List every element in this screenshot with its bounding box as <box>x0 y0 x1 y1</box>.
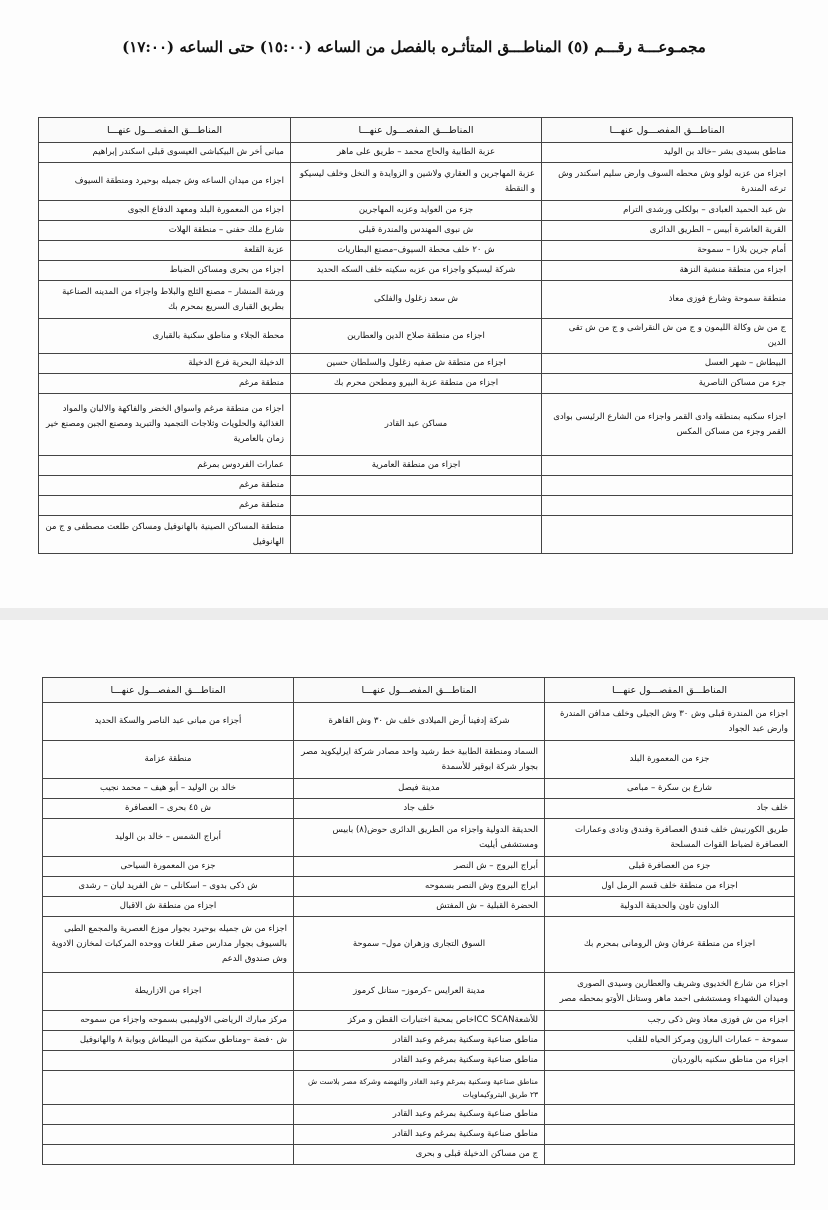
table-row <box>43 973 795 1011</box>
table-cell <box>542 496 793 516</box>
table-cell <box>545 1105 795 1125</box>
table-cell: منطقة المساكن الصينية بالهانوفيل ومساكن طلعت مصطفى و ج من الهانوفيل <box>39 516 291 554</box>
table-row <box>43 1071 795 1105</box>
table-row <box>43 1125 795 1145</box>
table-cell: الحديقة الدولية واجزاء من الطريق الدائرى حوض(٨) بابيس ومستشفى أيليت <box>294 819 545 857</box>
table-cell: جزء من المعمورة السياحى <box>43 857 294 877</box>
table-row <box>43 877 795 897</box>
table-row <box>39 516 793 554</box>
table-cell <box>545 1145 795 1165</box>
table-row <box>39 261 793 281</box>
table-cell: ابراج البروج وش النصر بسموحه <box>294 877 545 897</box>
document-page-2 <box>0 620 828 1210</box>
table-cell <box>542 516 793 554</box>
table-cell: اجزاء من منطقة عزبة البيرو ومطحن محرم بك <box>291 374 542 394</box>
table-cell: شارع بن سكرة – مبامى <box>545 779 795 799</box>
table-cell: مبانى أخر ش البيكباشى العيسوى قبلى اسكندر إبراهيم <box>39 143 291 163</box>
table-cell: اجزاء سكنيه بمنطقه وادى القمر واجزاء من الشارع الرئيسى بوادى القمر وجزء من مساكن المكس <box>542 394 793 456</box>
table-cell: اجزاء من ش فوزى معاذ وش ذكى رجب <box>545 1011 795 1031</box>
table-row <box>39 374 793 394</box>
table-cell <box>291 516 542 554</box>
table-cell: مركز مبارك الرياضى الاوليمبى بسموحه واجزاء من سموحه <box>43 1011 294 1031</box>
table-row <box>39 201 793 221</box>
column-header: المناطـــق المفصـــول عنهـــا <box>43 678 294 703</box>
table-row <box>39 281 793 319</box>
table-cell: ش ذكى بدوى – اسكانلى – ش الفريد ليان – رشدى <box>43 877 294 897</box>
table-cell: جزء من العوايد وعزبه المهاجرين <box>291 201 542 221</box>
table-cell: اجزاء من منطقة مرغم واسواق الخضر والفاكهة والالبان والمواد الغذائية والحلويات وثلاجات التجميد والتبريد ومصنع الجبن ومصنع خير زمان بالعامرية <box>39 394 291 456</box>
table-cell: منطقة عزامة <box>43 741 294 779</box>
table-cell: عزبة الطابية والحاج محمد – طريق على ماهر <box>291 143 542 163</box>
table-cell: اجزاء من منطقة منشية النزهة <box>542 261 793 281</box>
table-row <box>39 394 793 456</box>
table-cell: الدخيلة البحرية فرع الدخيلة <box>39 354 291 374</box>
table-cell: ش سعد زغلول والفلكى <box>291 281 542 319</box>
table-cell: اجزاء من منطقة خلف قسم الرمل اول <box>545 877 795 897</box>
table-header-row <box>39 118 793 143</box>
table-cell: مدينة العرايس –كرموز– ستانل كرموز <box>294 973 545 1011</box>
table-cell <box>291 476 542 496</box>
table-cell: اجزاء من المعمورة البلد ومعهد الدفاع الجوى <box>39 201 291 221</box>
column-header: المناطـــق المفصـــول عنهـــا <box>294 678 545 703</box>
table-row <box>43 1011 795 1031</box>
table-cell: عزبة القلعة <box>39 241 291 261</box>
table-cell <box>542 456 793 476</box>
table-cell <box>43 1071 294 1105</box>
table-cell: اجزاء من ميدان الساعه وش جميله بوحيرد ومنطقة السيوف <box>39 163 291 201</box>
table-cell: مناطق صناعية وسكنية بمرغم وعبد القادر <box>294 1031 545 1051</box>
table-cell: اجزاء من منطقة صلاح الدين والعطارين <box>291 319 542 354</box>
table-cell: الداون تاون والحديقة الدولية <box>545 897 795 917</box>
table-cell <box>291 496 542 516</box>
table-row <box>39 319 793 354</box>
table-cell: مناطق صناعية وسكنية بمرغم وعبد القادر والنهضه وشركة مصر بلاست ش ٢٣ طريق البتروكيماويات <box>294 1071 545 1105</box>
table-row <box>43 1105 795 1125</box>
table-cell: ش ٢٠ خلف محطة السيوف–مصنع البطاريات <box>291 241 542 261</box>
table-cell: البيطاش – شهر العسل <box>542 354 793 374</box>
table-cell: السوق التجارى وزهران مول– سموحة <box>294 917 545 973</box>
table-cell: ش ٤٥ بحرى – العصافرة <box>43 799 294 819</box>
table-row <box>39 163 793 201</box>
table-cell: شارع ملك حفنى – منطقة الهلات <box>39 221 291 241</box>
table-cell: اجزاء من ش جميله بوحيرد بجوار موزع العصرية والمجمع الطبى بالسيوف بجوار مدارس صقر للغات ووحده المركبات لمخازن الادوية وش صندوق الدعم <box>43 917 294 973</box>
table-cell: أجزاء من مبانى عبد الناصر والسكة الحديد <box>43 703 294 741</box>
table-row <box>43 1031 795 1051</box>
table-cell: ج من ش وكالة الليمون و ج من ش النقراشى و ج من ش تقى الدين <box>542 319 793 354</box>
table-cell: اجزاء من بحرى ومساكن الضباط <box>39 261 291 281</box>
table-cell <box>545 1125 795 1145</box>
outage-areas-table-2 <box>42 677 795 1165</box>
table-cell <box>43 1105 294 1125</box>
table-cell: جزء من مساكن الناصرية <box>542 374 793 394</box>
table-cell: أبراج البروج – ش النصر <box>294 857 545 877</box>
table-cell: ش ٠فضة –ومناطق سكنية من البيطاش وبوابة ٨ والهانوفيل <box>43 1031 294 1051</box>
table-cell: خالد بن الوليد – أبو هيف – محمد نجيب <box>43 779 294 799</box>
table-cell: اجزاء من مناطق سكنيه بالورديان <box>545 1051 795 1071</box>
table-cell <box>542 476 793 496</box>
column-header: المناطـــق المفصـــول عنهـــا <box>291 118 542 143</box>
table-cell: مناطق صناعية وسكنية بمرغم وعبد القادر <box>294 1051 545 1071</box>
table-cell: جزء من المعمورة البلد <box>545 741 795 779</box>
table-row <box>43 703 795 741</box>
table-row <box>43 917 795 973</box>
table-cell: ج من مساكن الدخيلة قبلى و بحرى <box>294 1145 545 1165</box>
page-title: مجمـوعـــة رقـــم (٥) المناطـــق المتأثـره بالفصل من الساعه (١٥:٠٠) حتى الساعه (١٧:٠٠) <box>122 38 706 56</box>
column-header: المناطـــق المفصـــول عنهـــا <box>39 118 291 143</box>
table-cell: سموحة – عمارات البارون ومركز الحياه للقلب <box>545 1031 795 1051</box>
table-row <box>43 741 795 779</box>
table-cell: محطة الجلاء و مناطق سكنية بالقبارى <box>39 319 291 354</box>
outage-areas-table-1 <box>38 117 793 554</box>
table-row <box>43 779 795 799</box>
table-row <box>39 354 793 374</box>
column-header: المناطـــق المفصـــول عنهـــا <box>545 678 795 703</box>
table-cell: منطقة مرغم <box>39 374 291 394</box>
table-cell <box>545 1071 795 1105</box>
column-header: المناطـــق المفصـــول عنهـــا <box>542 118 793 143</box>
table-cell: السماد ومنطقة الطابية خط رشيد واحد مصادر شركة ايرليكويد مصر بجوار شركة ابوقير للأسمدة <box>294 741 545 779</box>
table-cell: جزء من العصافرة قبلى <box>545 857 795 877</box>
table-cell: شركة ليسيكو واجزاء من عزبه سكينه خلف السكه الحديد <box>291 261 542 281</box>
table-row <box>43 857 795 877</box>
table-cell: مدينة فيصل <box>294 779 545 799</box>
table-row <box>39 456 793 476</box>
table-cell: أمام جرين بلازا – سموحة <box>542 241 793 261</box>
table-row <box>43 819 795 857</box>
table-cell: للأشعةICC SCANخاص بمحبة اختبارات القطن و مركز <box>294 1011 545 1031</box>
table-cell: خلف جاد <box>294 799 545 819</box>
table-cell: اجزاء من منطقة عرفان وش الرومانى بمحرم بك <box>545 917 795 973</box>
table-cell: اجزاء من منطقة العامرية <box>291 456 542 476</box>
table-cell: مناطق بسيدى بشر –خالد بن الوليد <box>542 143 793 163</box>
table-cell: منطقة مرغم <box>39 496 291 516</box>
table-cell: خلف جاد <box>545 799 795 819</box>
table-cell: ش عبد الحميد العبادى – بولكلى ورشدى الترام <box>542 201 793 221</box>
table-cell: الحضرة القبلية – ش المفتش <box>294 897 545 917</box>
table-row <box>43 799 795 819</box>
table-cell: ش نبوى المهندس والمندرة قبلى <box>291 221 542 241</box>
table-cell: مساكن عبد القادر <box>291 394 542 456</box>
table-cell: اجزاء من شارع الخديوى وشريف والعطارين وسيدى الصورى وميدان الشهداء ومستشفى احمد ماهر وستانل الأوتو بمحطه مصر <box>545 973 795 1011</box>
table-cell: طريق الكورنيش خلف فندق العصافرة وفندق ونادى وعمارات العصافرة لضباط القوات المسلحة <box>545 819 795 857</box>
table-row <box>39 221 793 241</box>
table-cell <box>43 1145 294 1165</box>
table-row <box>43 897 795 917</box>
table-cell <box>43 1051 294 1071</box>
table-row <box>39 476 793 496</box>
table-cell: شركة إدفينا أرض الميلادى خلف ش ٣٠ وش القاهرة <box>294 703 545 741</box>
table-cell: عزبة المهاجرين و العقاري ولاشين و الزوايدة و النخل وخلف ليسيكو و النقطة <box>291 163 542 201</box>
table-cell: اجزاء من منطقة ش الاقبال <box>43 897 294 917</box>
table-header-row <box>43 678 795 703</box>
table-cell: ورشة المنشار – مصنع الثلج والبلاط واجزاء من المدينه الصناعية بطريق القبارى السريع بمحرم بك <box>39 281 291 319</box>
table-cell: اجزاء من عزبه لولو وش محطه السوف وارض سليم اسكندر وش ترعه المندرة <box>542 163 793 201</box>
table-cell: اجزاء من منطقة ش صفيه زغلول والسلطان حسين <box>291 354 542 374</box>
table-row <box>39 143 793 163</box>
table-row <box>39 241 793 261</box>
table-cell: مناطق صناعية وسكنية بمرغم وعبد القادر <box>294 1125 545 1145</box>
table-cell: منطقة مرغم <box>39 476 291 496</box>
table-cell: منطقة سموحة وشارع فوزى معاذ <box>542 281 793 319</box>
table-cell: اجزاء من الازاريطة <box>43 973 294 1011</box>
table-cell: مناطق صناعية وسكنية بمرغم وعبد القادر <box>294 1105 545 1125</box>
table-cell <box>43 1125 294 1145</box>
table-cell: اجزاء من المندرة قبلى وش ٣٠ وش الجيلى وخلف مدافن المندرة وارض عبد الجواد <box>545 703 795 741</box>
table-row <box>43 1145 795 1165</box>
table-row <box>39 496 793 516</box>
table-cell: عمارات الفردوس بمرغم <box>39 456 291 476</box>
table-cell: القرية العاشرة أبيس – الطريق الدائرى <box>542 221 793 241</box>
table-row <box>43 1051 795 1071</box>
table-cell: أبراج الشمس – خالد بن الوليد <box>43 819 294 857</box>
